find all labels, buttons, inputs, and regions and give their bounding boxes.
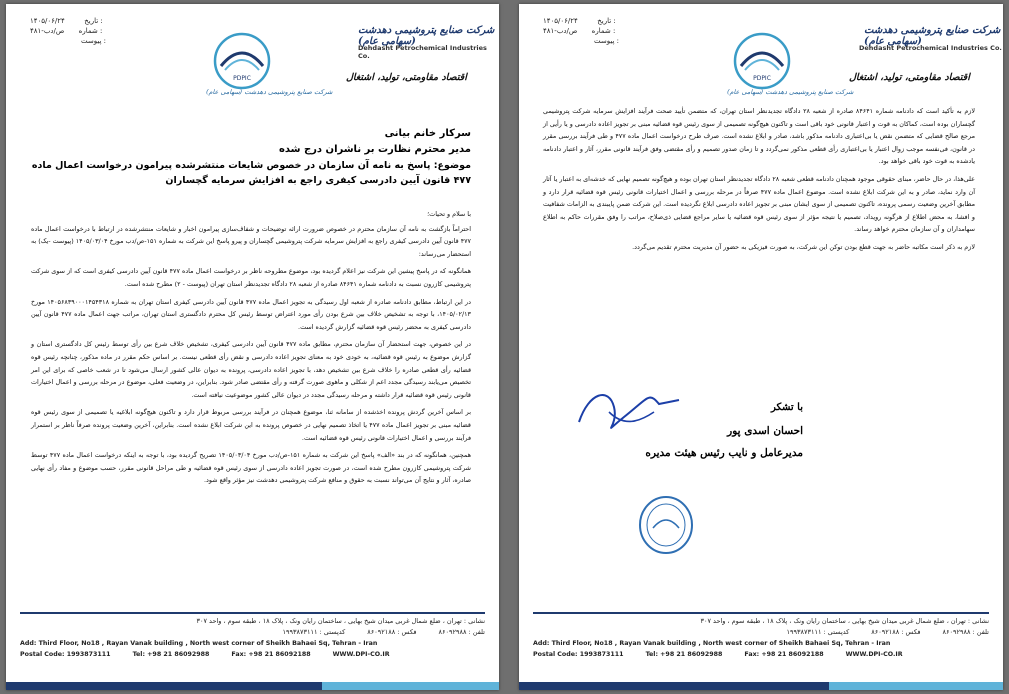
footer-fax-en: Fax: +98 21 86092188 (231, 651, 311, 658)
addressee-block (31, 126, 471, 188)
footer-divider (20, 612, 485, 614)
footer-fax-fa: فکس : ۸۶۰۹۲۱۸۸ (367, 628, 417, 636)
logo-emblem-icon (731, 30, 793, 92)
footer-address-en: Add: Third Floor, No18 , Rayan Vanak building , North west corner of Sheikh Bahaei Sq, Tehran - Iran (20, 640, 378, 647)
svg-text:PDPIC: PDPIC (753, 75, 771, 82)
paragraph: همانگونه که در پاسخ پیشین این شرکت نیز اعلام گردیده بود، موضوع مطروحه ناظر بر درخواست اعمال ماده ۴۷۷ قانون آیین دادرسی کیفری است که از سوی شرکت پتروشیمی کازرون نسبت به دادنامه شماره ۸۴۶۴۱ صادره از شعبه ۲۸ دادگاه تجدیدنظر استان تهران (پیوست - ۲) مطرح شده است. (31, 267, 471, 288)
signature-block (645, 402, 803, 459)
footer-tel-fa: تلفن : ۸۶۰۹۲۹۸۸ (438, 628, 485, 636)
paragraph: احتراماً بازگشت به نامه آن سازمان محترم در خصوص ضرورت ارائه توضیحات و شفاف‌سازی پیرامون اخبار و شایعات منتشرشده در ارتباط با درخواست اعمال ماده ۴۷۷ قانون آیین دادرسی کیفری راجع به افزایش سرمایه شرکت پتروشیمی گچساران و پیرو پاسخ این شرکت به شماره ۱۵۱-ص/دب مورخ ۱۴۰۵/۰۳/۰۴ (پیوست -یک) به استحضار می‌رساند: (31, 224, 471, 258)
footer-postal-fa: کدپستی : ۱۹۹۳۸۷۳۱۱۱ (282, 628, 346, 636)
footer-fax-en: Fax: +98 21 86092188 (744, 651, 824, 658)
company-logo (211, 30, 273, 96)
letter-footer (533, 616, 989, 660)
footer-address-en: Add: Third Floor, No18 , Rayan Vanak building , North west corner of Sheikh Bahaei Sq, Tehran - Iran (533, 640, 891, 647)
date-value: ۱۴۰۵/۰۶/۲۴ (543, 17, 578, 25)
paragraph: در این خصوص، جهت استحضار آن سازمان محترم، مطابق ماده ۴۷۷ قانون آیین دادرسی کیفری، تشخیص خلاف شرع بین رأی توسط رئیس کل دادگستری استان و گزارش موضوع به رئیس قوه قضائیه، به خودی خود به معنای تجویز اعاده دادرسی و نقض رأی قطعی نیست. بر اساس حکم مقرر در ماده مذکور، چنانچه رئیس قوه قضائیه رأی قطعی صادره را خلاف شرع بین تشخیص دهد، با تجویز اعاده دادرسی، پرونده به دیوان عالی کشور ارسال می‌شود تا در شعب خاصی که برای این امر تخصیص می‌یابند رسیدگی مجدد اعم از شکلی و ماهوی صورت گرفته و رأی مقتضی صادر شود. بنابراین، در وضعیت فعلی، موضوع در مرحله بررسی و اعمال اختیارات قانونی رئیس قوه قضائیه قرار داشته و مرحله رسیدگی مجدد در دیوان عالی کشور موضوعیت نیافته است. (31, 340, 472, 399)
company-name-en: Dehdasht Petrochemical Industries Co. (358, 44, 487, 60)
attachment-label: پیوست : (80, 37, 106, 45)
slogan: اقتصاد مقاومتی، تولید، اشتغال (346, 72, 467, 83)
paragraph: علی‌هذا، در حال حاضر، مبنای حقوقی موجود همچنان دادنامه قطعی شعبه ۲۸ دادگاه تجدیدنظر استان تهران بوده و هیچ‌گونه تصمیم نهایی که خدشه‌ای به اعتبار یا آثار آن وارد نماید، صادر و به این شرکت ابلاغ نشده است. موضوع اعمال ماده ۴۷۷ صرفاً در مرحله بررسی و اعمال اختیارات قانونی رئیس قوه قضائیه قرار دارد و مطابق آخرین وضعیت رسمی پرونده، تاکنون تصمیمی از سوی ایشان مبنی بر تجویز اعاده دادرسی ابلاغ نگردیده است. این شرکت ضمن پایبندی به الزامات شفافیت و افشا، به محض اطلاع از هرگونه رویداد، تصمیم یا نتیجه مؤثر از سوی رئیس قوه قضائیه یا سایر مراجع قضایی ذی‌صلاح، مراتب را وفق مقررات حاکم به اطلاع سهامداران و آن سازمان محترم خواهد رساند. (543, 174, 975, 234)
footer-website: WWW.DPI-CO.IR (845, 651, 903, 658)
greeting: با سلام و تحیات؛ (427, 210, 471, 218)
number-value: ۴۸۱-ص/دب (30, 27, 65, 35)
company-name-en: Dehdasht Petrochemical Industries Co. (859, 44, 1002, 52)
logo-caption: شرکت صنایع پتروشیمی دهدشت (سهامی عام) (206, 88, 333, 96)
footer-color-band (6, 664, 499, 690)
stamp-seal-icon (637, 494, 695, 556)
slogan: اقتصاد مقاومتی، تولید، اشتغال (849, 72, 970, 83)
paragraph: همچنین، همانگونه که در بند «الف» پاسخ این شرکت به شماره ۱۵۱-ص/دب مورخ ۱۴۰۵/۰۳/۰۴ تصریح گردیده بود، با توجه به اینکه درخواست اعمال ماده ۴۷۷ توسط شرکت پتروشیمی کازرون مطرح شده است، در صورت تجویز اعاده دادرسی از سوی رئیس قوه قضائیه و طی مراحل قانونی مقرر، حسب موضوع و مفاد رأی نهایی صادره، آثار و نتایج آن می‌تواند نسبت به حقوق و منافع شرکت پتروشیمی دهدشت نیز مؤثر واقع شود. (31, 451, 471, 485)
document-meta (30, 16, 106, 46)
company-name-fa: شرکت صنایع پتروشیمی دهدشت (سهامی عام) (358, 25, 495, 47)
footer-tel-en: Tel: +98 21 86092988 (132, 651, 210, 658)
recipient-title: مدیر محترم نظارت بر ناشران درج شده (278, 144, 471, 155)
svg-text:PDPIC: PDPIC (233, 75, 251, 82)
closing-thanks: با تشکر (770, 402, 803, 413)
footer-color-band (519, 664, 1003, 690)
footer-website: WWW.DPI-CO.IR (332, 651, 390, 658)
company-stamp (637, 494, 695, 560)
paragraph: لازم به تأکید است که دادنامه شماره ۸۴۶۴۱ صادره از شعبه ۲۸ دادگاه تجدیدنظر استان تهران، که متضمن تأیید صحت فرآیند افزایش سرمایه شرکت پتروشیمی گچساران بوده است، کماکان به قوت و اعتبار قانونی خود باقی است و تاکنون هیچ‌گونه تصمیمی از سوی رئیس قوه قضائیه مبنی بر تجویز اعاده دادرسی و یا رأیی از مرجع صالح قضایی که متضمن نقض یا بی‌اعتباری دادنامه مذکور باشد، صادر و ابلاغ نشده است. صرف طرح درخواست اعمال ماده ۴۷۷ و طی فرآیند بررسی مقرر در قانون، فی‌نفسه موجب زوال اعتبار یا بی‌اعتباری رأی قطعی مذکور نمی‌گردد و تا زمان صدور تصمیم و رأی مقتضی وفق فرآیند قانونی مقرر، آثار و اعتبار دادنامه یادشده به قوت خود باقی خواهد بود. (543, 107, 976, 166)
letter-subject: موضوع: پاسخ به نامه آن سازمان در خصوص شایعات منتشرشده پیرامون درخواست اعمال ماده ۴۷۷ قانون آیین دادرسی کیفری راجع به افزایش سرمایه گچساران (31, 160, 471, 186)
footer-divider (533, 612, 989, 614)
company-name-fa: شرکت صنایع پتروشیمی دهدشت (سهامی عام) (864, 25, 1001, 47)
logo-caption: شرکت صنایع پتروشیمی دهدشت (سهامی عام) (727, 88, 854, 96)
number-label: شماره : (78, 27, 103, 35)
footer-tel-en: Tel: +98 21 86092988 (645, 651, 723, 658)
date-value: ۱۴۰۵/۰۶/۲۴ (30, 17, 65, 25)
recipient-name: سرکار خانم بیانی (384, 128, 471, 139)
number-label: شماره : (591, 27, 616, 35)
letter-footer (20, 616, 485, 660)
footer-fax-fa: فکس : ۸۶۰۹۲۱۸۸ (871, 628, 921, 636)
letter-body (543, 105, 975, 259)
signatory-title: مدیرعامل و نایب رئیس هیئت مدیره (645, 447, 803, 459)
paragraph: در این ارتباط، مطابق دادنامه صادره از شعبه اول رسیدگی به تجویز اعمال ماده ۴۷۷ قانون آیین دادرسی کیفری استان تهران به شماره ۱۴۰۵۶۸۳۹۰۰۰۱۴۵۴۳۱۸ مورخ ۱۴۰۵/۰۲/۱۳، با توجه به تشخیص خلاف بین شرع بودن رأی مورد اعتراض توسط رئیس کل محترم دادگستری استان تهران، مراتب جهت اعمال ماده ۴۷۷ قانون آیین دادرسی کیفری به محضر رئیس قوه قضائیه گزارش گردیده است. (31, 297, 471, 331)
logo-emblem-icon (211, 30, 273, 92)
attachment-label: پیوست : (593, 37, 619, 45)
paragraph: بر اساس آخرین گردش پرونده اخذشده از سامانه ثنا، موضوع همچنان در فرآیند بررسی مربوط قرار دارد و تاکنون هیچ‌گونه ابلاغیه یا تصمیمی از سوی رئیس قوه قضائیه مبنی بر تجویز اعمال ماده ۴۷۷ یا اتخاذ تصمیم نهایی در خصوص پرونده به این شرکت ابلاغ نشده است. بنابراین، آخرین وضعیت پرونده صرفاً ناظر بر استمرار فرآیند بررسی و اعمال اختیارات قانونی رئیس قوه قضائیه است. (31, 408, 471, 442)
number-value: ۴۸۱-ص/دب (543, 27, 578, 35)
footer-postal-en: Postal Code: 1993873111 (20, 651, 111, 658)
footer-postal-fa: کدپستی : ۱۹۹۳۸۷۳۱۱۱ (786, 628, 850, 636)
footer-address-fa: نشانی : تهران ، ضلع شمال غربی میدان شیخ بهایی ، ساختمان رایان ونک ، پلاک ۱۸ ، طبقه سوم ، واحد ۳۰۷ (700, 617, 989, 625)
footer-address-fa: نشانی : تهران ، ضلع شمال غربی میدان شیخ بهایی ، ساختمان رایان ونک ، پلاک ۱۸ ، طبقه سوم ، واحد ۳۰۷ (196, 617, 485, 625)
letter-page-1 (6, 4, 499, 690)
date-label: تاریخ : (597, 17, 616, 25)
footer-postal-en: Postal Code: 1993873111 (533, 651, 624, 658)
letter-page-2 (519, 4, 1003, 690)
paragraph: لازم به ذکر است مکاتبه حاضر به جهت قطع بودن توکن این شرکت، به صورت فیزیکی به حضور آن مدیریت محترم تقدیم می‌گردد. (632, 242, 975, 251)
company-logo (731, 30, 793, 96)
signatory-name: احسان اسدی پور (727, 425, 803, 437)
footer-tel-fa: تلفن : ۸۶۰۹۲۹۸۸ (942, 628, 989, 636)
letter-body (31, 208, 471, 492)
date-label: تاریخ : (84, 17, 103, 25)
document-meta (543, 16, 619, 46)
